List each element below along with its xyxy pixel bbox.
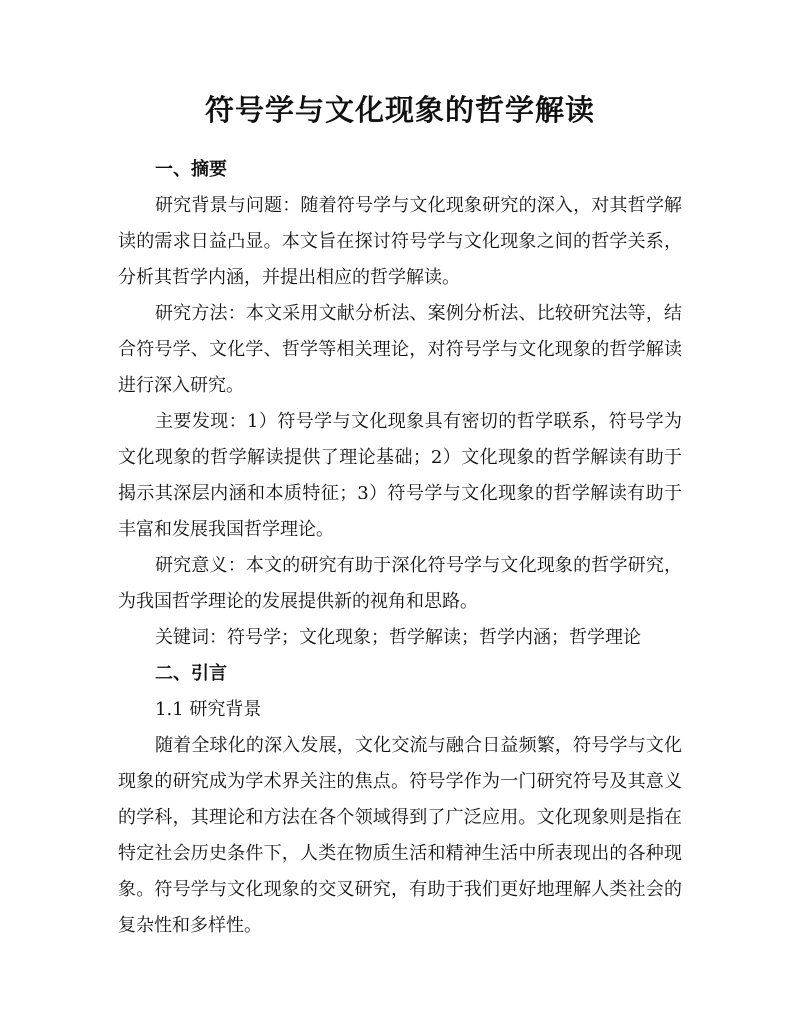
abstract-background-paragraph: 研究背景与问题：随着符号学与文化现象研究的深入，对其哲学解读的需求日益凸显。本文旨在探讨符号学与文化现象之间的哲学关系，分析其哲学内涵，并提出相应的哲学解读。	[118, 195, 682, 288]
abstract-methods-paragraph: 研究方法：本文采用文献分析法、案例分析法、比较研究法等，结合符号学、文化学、哲学等相关理论，对符号学与文化现象的哲学解读进行深入研究。	[118, 303, 682, 396]
abstract-findings-paragraph: 主要发现：1）符号学与文化现象具有密切的哲学联系，符号学为文化现象的哲学解读提供了理论基础；2）文化现象的哲学解读有助于揭示其深层内涵和本质特征；3）符号学与文化现象的哲学解读有助于丰富和发展我国哲学理论。	[118, 411, 682, 540]
document-page	[118, 88, 682, 944]
abstract-significance-paragraph: 研究意义：本文的研究有助于深化符号学与文化现象的哲学研究，为我国哲学理论的发展提供新的视角和思路。	[118, 555, 682, 612]
introduction-heading: 二、引言	[155, 663, 227, 684]
introduction-paragraph: 随着全球化的深入发展，文化交流与融合日益频繁，符号学与文化现象的研究成为学术界关注的焦点。符号学作为一门研究符号及其意义的学科，其理论和方法在各个领域得到了广泛应用。文化现象则是指在特定社会历史条件下，人类在物质生活和精神生活中所表现出的各种现象。符号学与文化现象的交叉研究，有助于我们更好地理解人类社会的复杂性和多样性。	[118, 735, 682, 936]
keywords-line: 关键词：符号学；文化现象；哲学解读；哲学内涵；哲学理论	[155, 627, 641, 648]
page-title: 符号学与文化现象的哲学解读	[204, 93, 595, 127]
abstract-heading: 一、摘要	[155, 159, 227, 180]
research-background-subheading: 1.1 研究背景	[155, 699, 262, 720]
